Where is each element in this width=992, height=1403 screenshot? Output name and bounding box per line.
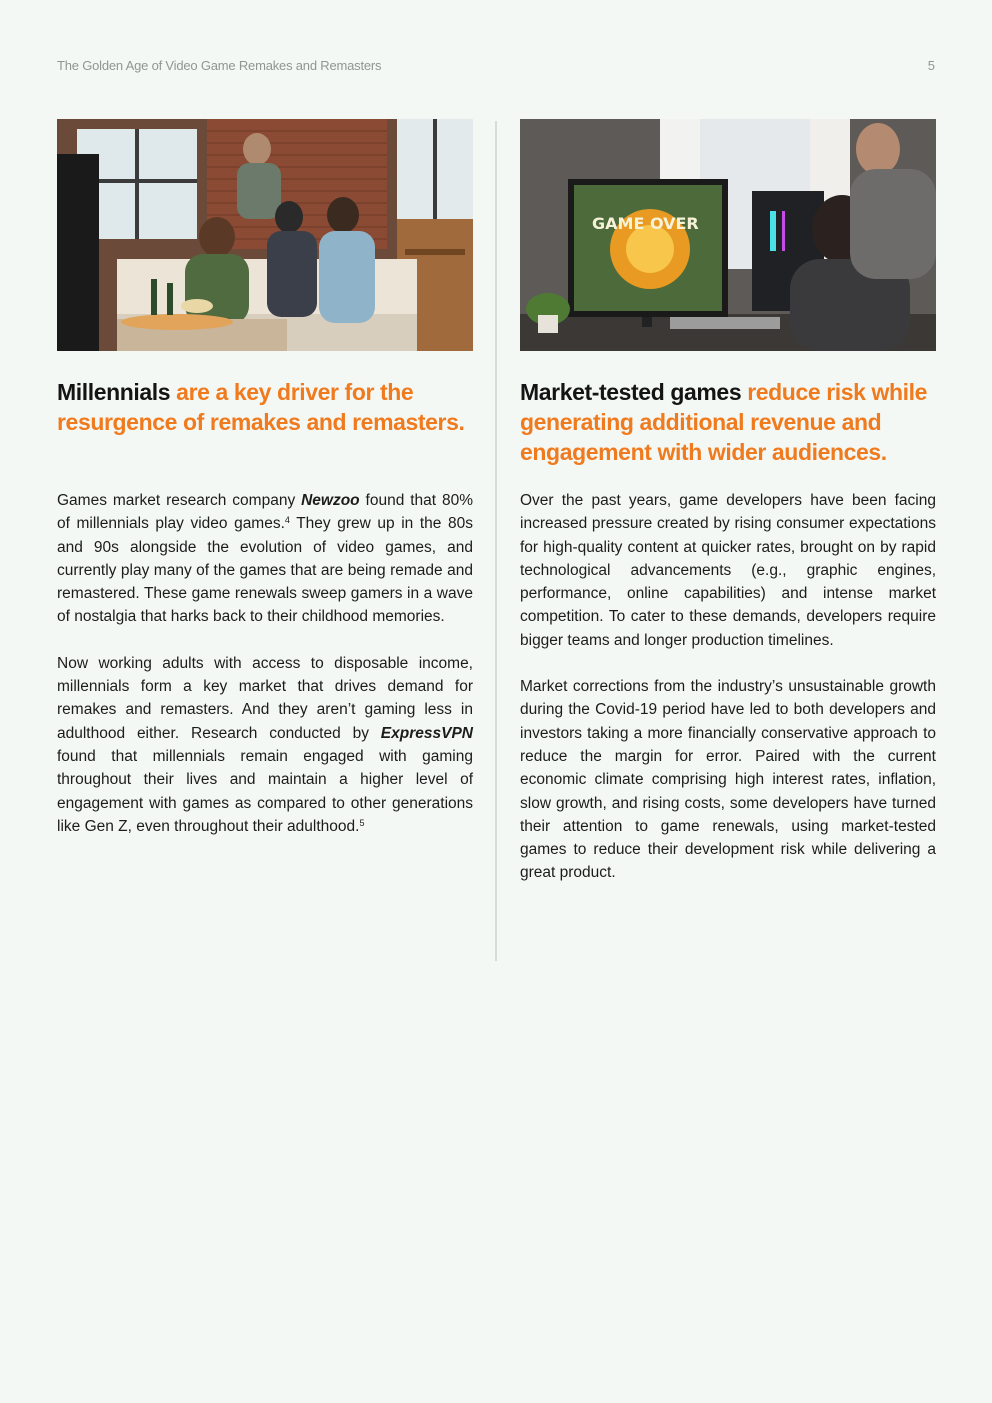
text-run: Games market research company (57, 492, 302, 509)
column-divider (495, 121, 497, 961)
left-column (57, 119, 473, 861)
game-over-monitor-photo (520, 119, 936, 351)
brand-newzoo: Newzoo (301, 492, 360, 509)
left-paragraph-1 (57, 489, 473, 629)
left-heading-lead: Millennials (57, 379, 171, 405)
right-body (520, 489, 936, 885)
footnote-ref: 5 (359, 817, 365, 828)
brand-expressvpn: ExpressVPN (380, 724, 473, 742)
living-room-gaming-photo (57, 119, 473, 351)
right-paragraph-2: Market corrections from the industry’s unsustainable growth during the Covid-19 period have led to both developers and investors taking a more financially conservative approach to reduce the margin for error. Paired with the current economic climate comprising high interest rates, inflation, slow growth, and rising costs, some developers have turned their attention to game renewals, using market-tested games to reduce their development risk while delivering a great product. (520, 678, 936, 882)
running-header: The Golden Age of Video Game Remakes and Remasters (57, 58, 382, 73)
right-heading (520, 377, 936, 467)
right-heading-lead: Market-tested games (520, 379, 742, 405)
text-run: found that millennials remain engaged with gaming throughout their lives and maintain a higher level of engagement with games as compared to other generations like Gen Z, even throughout their adulthood. (57, 747, 473, 835)
right-heading-accent: reduce risk while generating additional revenue and engagement with wider audiences. (520, 379, 928, 465)
left-heading (57, 377, 473, 437)
text-run: They grew up in the 80s and 90s alongside the evolution of video games, and currently play many of the games that are being remade and remastered. These game renewals sweep gamers in a wave of nostalgia that harks back to their childhood memories. (57, 515, 473, 626)
left-paragraph-2 (57, 652, 473, 838)
right-paragraph-1: Over the past years, game developers have been facing increased pressure created by rising consumer expectations for high-quality content at quicker rates, brought on by rapid technological advancements (e.g., graphic engines, performance, online capabilities) and intense market competition. To cater to these demands, developers require bigger teams and longer production timelines. (520, 492, 936, 649)
text-run: found that 80% of millennials play video games. (57, 492, 473, 533)
game-over-text: GAME OVER (592, 214, 699, 233)
left-heading-accent: are a key driver for the resurgence of remakes and remasters. (57, 379, 465, 435)
page-number: 5 (927, 58, 935, 73)
text-run: Now working adults with access to disposable income, millennials form a key market that drives demand for remakes and remasters. And they aren’t gaming less in adulthood either. Research conducted by (57, 654, 473, 742)
right-column (520, 119, 936, 908)
left-body (57, 489, 473, 838)
footnote-ref: 4 (284, 515, 290, 526)
